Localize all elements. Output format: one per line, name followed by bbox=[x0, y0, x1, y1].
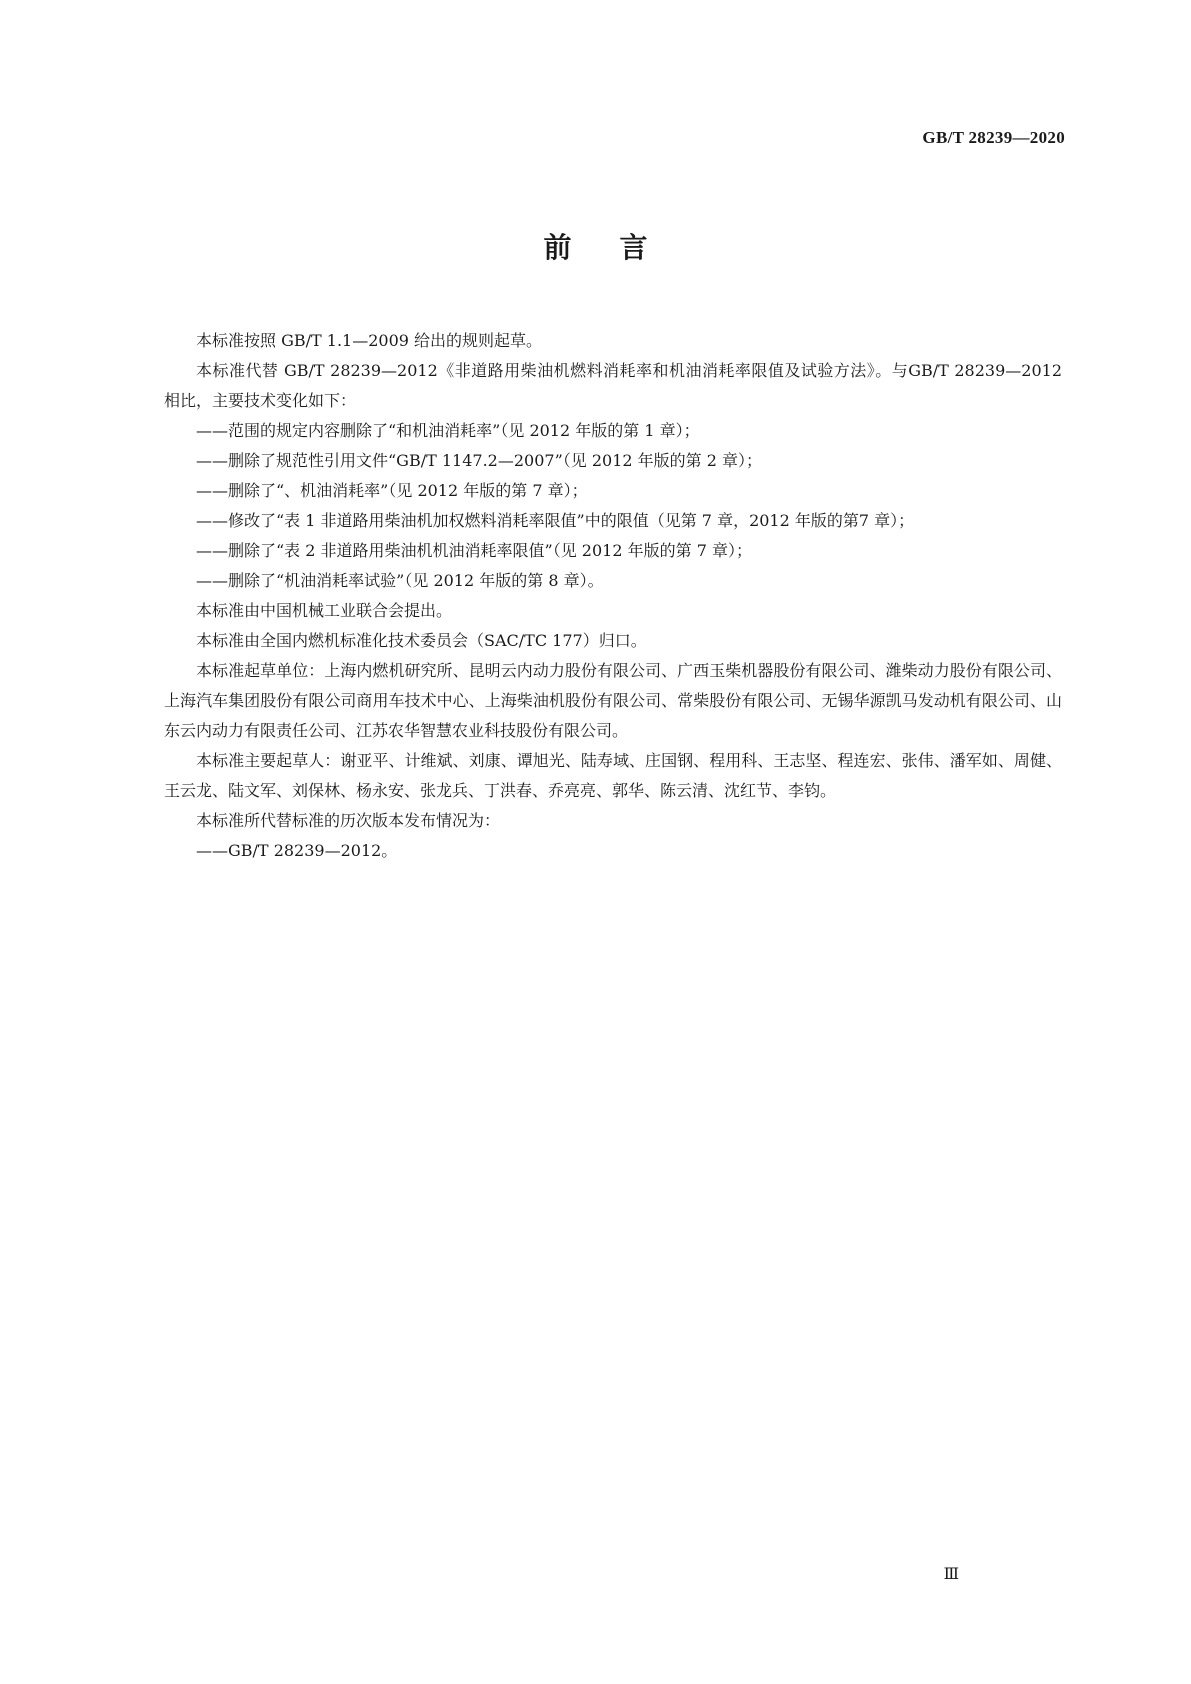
paragraph-drafting-rules: 本标准按照 GB/T 1.1—2009 给出的规则起草。 bbox=[196, 331, 543, 350]
paragraph-committee: 本标准由全国内燃机标准化技术委员会（SAC/TC 177）归口。 bbox=[196, 631, 647, 650]
list-item-change: ——范围的规定内容删除了“和机油消耗率”（见 2012 年版的第 1 章）； bbox=[196, 421, 700, 440]
paragraph-history: 本标准所代替标准的历次版本发布情况为： bbox=[196, 811, 501, 830]
list-item-history: ——GB/T 28239—2012。 bbox=[196, 841, 398, 860]
list-item-change: ——修改了“表 1 非道路用柴油机加权燃料消耗率限值”中的限值（见第 7 章，2012 年版的第7 章）； bbox=[196, 511, 915, 530]
list-item-change: ——删除了规范性引用文件“GB/T 1147.2—2007”（见 2012 年版的第 2 章）； bbox=[196, 451, 762, 470]
standard-number: GB/T 28239—2020 bbox=[922, 128, 1065, 147]
paragraph-proposer: 本标准由中国机械工业联合会提出。 bbox=[196, 601, 453, 620]
page-title: 前言 bbox=[543, 231, 696, 264]
list-item-change: ——删除了“机油消耗率试验”（见 2012 年版的第 8 章）。 bbox=[196, 571, 604, 590]
paragraph-replacement: 本标准代替 GB/T 28239—2012《非道路用柴油机燃料消耗率和机油消耗率限值及试验方法》。与GB/T 28239—2012 相比，主要技术变化如下： bbox=[164, 361, 1062, 410]
paragraph-drafting-units: 本标准起草单位：上海内燃机研究所、昆明云内动力股份有限公司、广西玉柴机器股份有限公司、潍柴动力股份有限公司、上海汽车集团股份有限公司商用车技术中心、上海柴油机股份有限公司、常柴股份有限公司、无锡华源凯马发动机有限公司、山东云内动力有限责任公司、江苏农华智慧农业科技股份有限公司。 bbox=[164, 661, 1062, 740]
page-number: Ⅲ bbox=[943, 1566, 959, 1583]
list-item-change: ——删除了“、机油消耗率”（见 2012 年版的第 7 章）； bbox=[196, 481, 588, 500]
paragraph-drafters: 本标准主要起草人：谢亚平、计维斌、刘康、谭旭光、陆寿域、庄国钢、程用科、王志坚、程连宏、张伟、潘军如、周健、王云龙、陆文军、刘保林、杨永安、张龙兵、丁洪春、乔亮亮、郭华、陈云清、沈红节、李钧。 bbox=[164, 751, 1062, 800]
list-item-change: ——删除了“表 2 非道路用柴油机机油消耗率限值”（见 2012 年版的第 7 章）； bbox=[196, 541, 752, 560]
foreword-body bbox=[164, 326, 1062, 866]
